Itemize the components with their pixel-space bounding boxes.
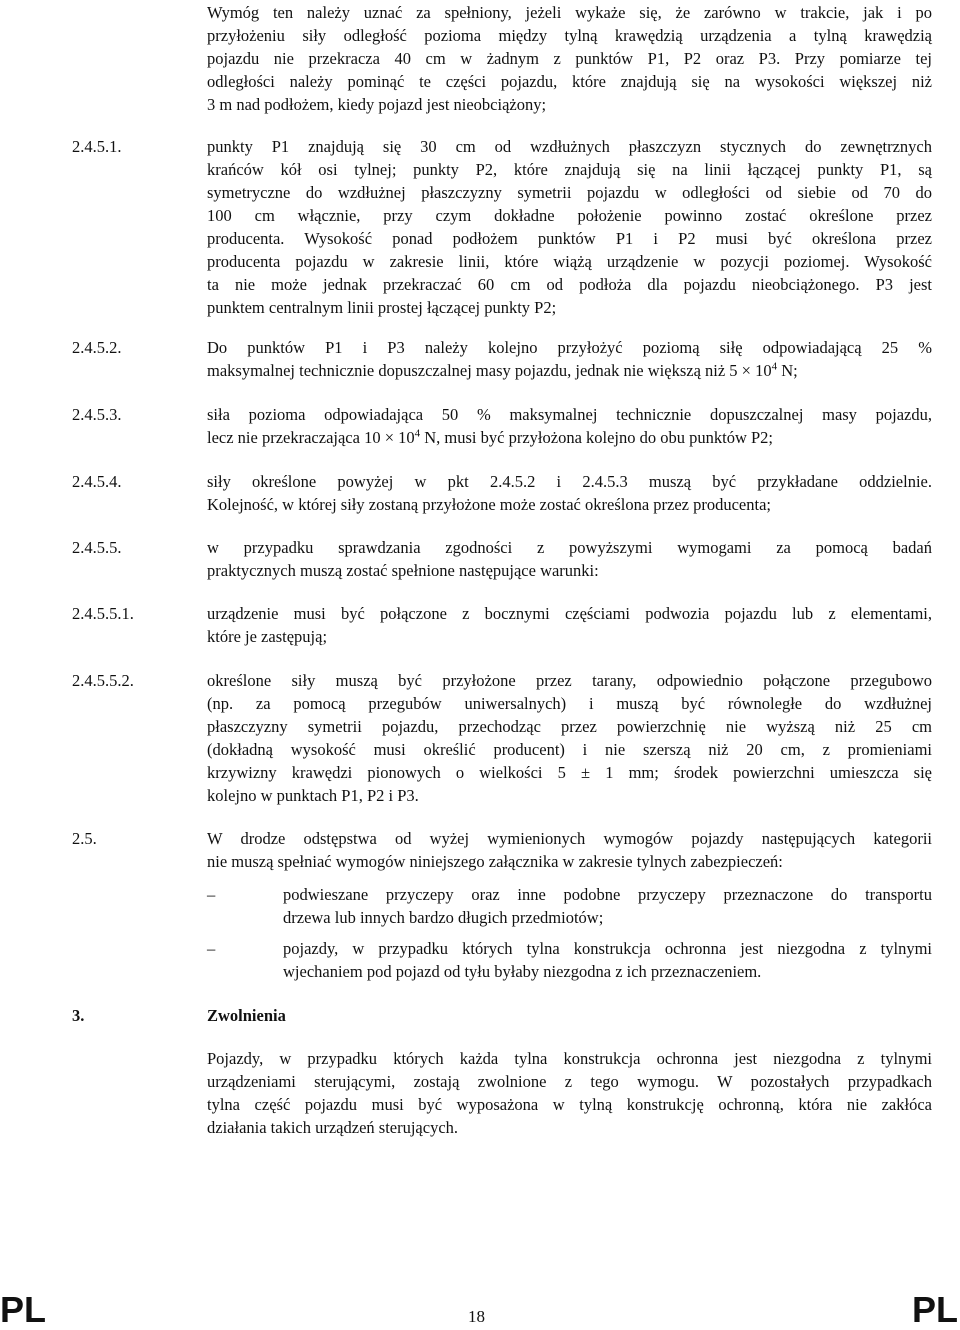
text-part: maksymalnej technicznie dopuszczalnej masy pojazdu, jednak nie większą niż 5 × 10 <box>207 361 772 380</box>
text-line: odległości należy pominąć te części pojazdu, które znajdują się na wysokości większej niż <box>207 72 932 91</box>
text-line: 100 cm włącznie, przy czym dokładne położenie powinno zostać określone przez <box>207 206 932 225</box>
text-line: Do punktów P1 i P3 należy kolejno przyłożyć poziomą siłę odpowiadającą 25 % <box>207 338 932 357</box>
text-line: producenta. Wysokość ponad podłożem punktów P1 i P2 musi być określona przez <box>207 229 932 248</box>
dash-bullet: – <box>207 939 216 958</box>
text-line: urządzeniami sterującymi, zostają zwolnione z tego wymogu. W pozostałych przypadkach <box>207 1072 932 1091</box>
section-number: 2.4.5.1. <box>72 137 122 156</box>
text-line: określone siły muszą być przyłożone przez tarany, odpowiednio połączone przegubowo <box>207 671 932 690</box>
text-line-with-exponent <box>207 426 932 449</box>
section-number: 2.4.5.2. <box>72 338 122 357</box>
text-line: wjechaniem pod pojazd od tyłu byłaby niezgodna z ich przeznaczeniem. <box>283 962 762 981</box>
text-part: lecz nie przekraczająca 10 × 10 <box>207 428 415 447</box>
text-line: płaszczyzny symetrii pojazdu, przechodząc przez powierzchnię nie wyższą niż 25 cm <box>207 717 932 736</box>
dash-bullet: – <box>207 885 216 904</box>
text-line: przyłożeniu siły odległość pozioma między tylną krawędzią urządzenia a tylną krawędzią <box>207 26 932 45</box>
text-line-with-exponent <box>207 359 932 382</box>
section-number: 2.4.5.3. <box>72 405 122 424</box>
text-line: krzywizny krawędzi pionowych o wielkości 5 ± 1 mm; środek powierzchni umieszcza się <box>207 763 932 782</box>
page-number: 18 <box>468 1307 485 1326</box>
exponent: 4 <box>771 360 778 373</box>
section-title: Zwolnienia <box>207 1006 286 1025</box>
text-part: N, musi być przyłożona kolejno do obu punktów P2; <box>420 428 774 447</box>
text-line: punkty P1 znajdują się 30 cm od wzdłużnych płaszczyzn stycznych do zewnętrznych <box>207 137 932 156</box>
text-line: praktycznych muszą zostać spełnione następujące warunki: <box>207 561 599 580</box>
section-number: 2.4.5.5.1. <box>72 604 134 623</box>
section-number: 2.4.5.5. <box>72 538 122 557</box>
text-line: Kolejność, w której siły zostaną przyłożone może zostać określona przez producenta; <box>207 495 771 514</box>
text-line: ta nie może jednak przekraczać 60 cm od podłoża dla pojazdu nieobciążonego. P3 jest <box>207 275 932 294</box>
text-line: punktem centralnym linii prostej łączącej punkty P2; <box>207 298 557 317</box>
section-number: 2.4.5.4. <box>72 472 122 491</box>
text-line: Pojazdy, w przypadku których każda tylna konstrukcja ochronna jest niezgodna z tylnymi <box>207 1049 932 1068</box>
text-line: które je zastępują; <box>207 627 328 646</box>
text-line: producenta pojazdu w zakresie linii, które wiążą urządzenie w pozycji poziomej. Wysokość <box>207 252 932 271</box>
section-number: 2.4.5.5.2. <box>72 671 134 690</box>
text-line: Wymóg ten należy uznać za spełniony, jeżeli wykaże się, że zarówno w trakcie, jak i po <box>207 3 932 22</box>
text-line: (dokładną wysokość musi określić producent) i nie szerszą niż 20 cm, z promieniami <box>207 740 932 759</box>
text-line: podwieszane przyczepy oraz inne podobne przyczepy przeznaczone do transportu <box>283 885 932 904</box>
text-line: tylna część pojazdu musi być wyposażona w tylną konstrukcję ochronną, która nie zakłóca <box>207 1095 932 1114</box>
text-line: nie muszą spełniać wymogów niniejszego załącznika w zakresie tylnych zabezpieczeń: <box>207 852 783 871</box>
text-line: siła pozioma odpowiadająca 50 % maksymalnej technicznie dopuszczalnej masy pojazdu, <box>207 405 932 424</box>
text-line: drzewa lub innych bardzo długich przedmiotów; <box>283 908 604 927</box>
section-number: 2.5. <box>72 829 97 848</box>
exponent: 4 <box>414 427 421 440</box>
footer-language-right: PL <box>911 1289 958 1330</box>
footer-language-left: PL <box>0 1289 47 1330</box>
text-part: N; <box>777 361 798 380</box>
text-line: siły określone powyżej w pkt 2.4.5.2 i 2.4.5.3 muszą być przykładane oddzielnie. <box>207 472 932 491</box>
text-line: 3 m nad podłożem, kiedy pojazd jest nieobciążony; <box>207 95 547 114</box>
text-line: symetryczne do wzdłużnej płaszczyzny symetrii pojazdu w odległości od siebie od 70 do <box>207 183 932 202</box>
text-line: W drodze odstępstwa od wyżej wymienionych wymogów pojazdy następujących kategorii <box>207 829 932 848</box>
text-line: w przypadku sprawdzania zgodności z powyższymi wymogami za pomocą badań <box>207 538 932 557</box>
text-line: pojazdy, w przypadku których tylna konstrukcja ochronna jest niezgodna z tylnymi <box>283 939 932 958</box>
text-line: (np. za pomocą przegubów uniwersalnych) i muszą być równoległe do wzdłużnej <box>207 694 932 713</box>
text-line: pojazdu nie przekracza 40 cm w żadnym z punktów P1, P2 oraz P3. Przy pomiarze tej <box>207 49 932 68</box>
text-line: urządzenie musi być połączone z bocznymi częściami podwozia pojazdu lub z elementami, <box>207 604 932 623</box>
section-number: 3. <box>72 1006 85 1025</box>
text-line: krańców kół osi tylnej; punkty P2, które znajdują się na linii łączącej punkty P1, są <box>207 160 932 179</box>
text-line: kolejno w punktach P1, P2 i P3. <box>207 786 419 805</box>
text-line: działania takich urządzeń sterujących. <box>207 1118 459 1137</box>
